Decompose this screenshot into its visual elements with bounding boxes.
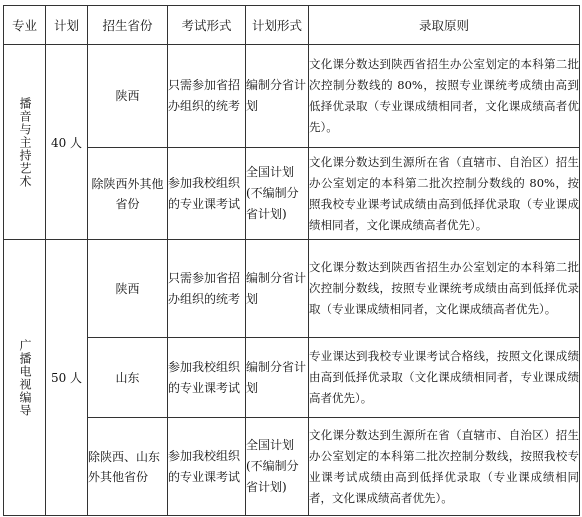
principle-cell: 文化课分数达到生源所在省（直辖市、自治区）招生办公室划定的本科第二批次控制分数线，按照我校专业课考试成绩由高到低择优录取（专业课成绩相同者，文化课成绩高者优先）。 [309, 418, 580, 516]
plan-form-cell: 编制分省计划 [246, 45, 309, 148]
header-exam-form: 考试形式 [168, 6, 246, 45]
province-cell: 除陕西、山东外其他省份 [88, 418, 168, 516]
admission-table [3, 5, 580, 516]
table-row [4, 45, 580, 148]
exam-form-cell: 参加我校组织的专业课考试 [168, 338, 246, 418]
plan-form-cell: 编制分省计划 [246, 338, 309, 418]
header-province: 招生省份 [88, 6, 168, 45]
province-cell: 山东 [88, 338, 168, 418]
header-quota: 计划 [46, 6, 88, 45]
quota-cell: 50 人 [46, 240, 88, 516]
major-cell [4, 240, 46, 516]
province-cell: 陕西 [88, 45, 168, 148]
table-row [4, 338, 580, 418]
header-row [4, 6, 580, 45]
table-row [4, 418, 580, 516]
major-cell [4, 45, 46, 240]
principle-cell: 文化课分数达到陕西省招生办公室划定的本科第二批次控制分数线的 80%，按照专业课统考成绩由高到低择优录取（专业课成绩相同者，文化课成绩高者优先）。 [309, 45, 580, 148]
major-name: 播音与主持艺术 [18, 96, 32, 188]
table-row [4, 240, 580, 338]
plan-form-cell: 全国计划(不编制分省计划) [246, 148, 309, 240]
principle-cell: 文化课分数达到陕西省招生办公室划定的本科第二批次控制分数线，按照专业课统考成绩由高到低择优录取（专业课成绩相同者，文化课成绩高者优先）。 [309, 240, 580, 338]
exam-form-cell: 只需参加省招办组织的统考 [168, 240, 246, 338]
major-name: 广播电视编导 [18, 338, 32, 417]
principle-cell: 专业课达到我校专业课考试合格线，按照文化课成绩由高到低择优录取（文化课成绩相同者，专业课成绩高者优先）。 [309, 338, 580, 418]
quota-cell: 40 人 [46, 45, 88, 240]
principle-cell: 文化课分数达到生源所在省（直辖市、自治区）招生办公室划定的本科第二批次控制分数线的 80%，按照我校专业课考试成绩由高到低择优录取（专业课成绩相同者，文化课成绩高者优先）。 [309, 148, 580, 240]
plan-form-cell: 全国计划(不编制分省计划) [246, 418, 309, 516]
province-cell: 陕西 [88, 240, 168, 338]
header-admission-principle: 录取原则 [309, 6, 580, 45]
header-plan-form: 计划形式 [246, 6, 309, 45]
exam-form-cell: 参加我校组织的专业课考试 [168, 418, 246, 516]
exam-form-cell: 只需参加省招办组织的统考 [168, 45, 246, 148]
plan-form-cell: 编制分省计划 [246, 240, 309, 338]
table-row [4, 148, 580, 240]
header-major: 专业 [4, 6, 46, 45]
exam-form-cell: 参加我校组织的专业课考试 [168, 148, 246, 240]
province-cell: 除陕西外其他省份 [88, 148, 168, 240]
